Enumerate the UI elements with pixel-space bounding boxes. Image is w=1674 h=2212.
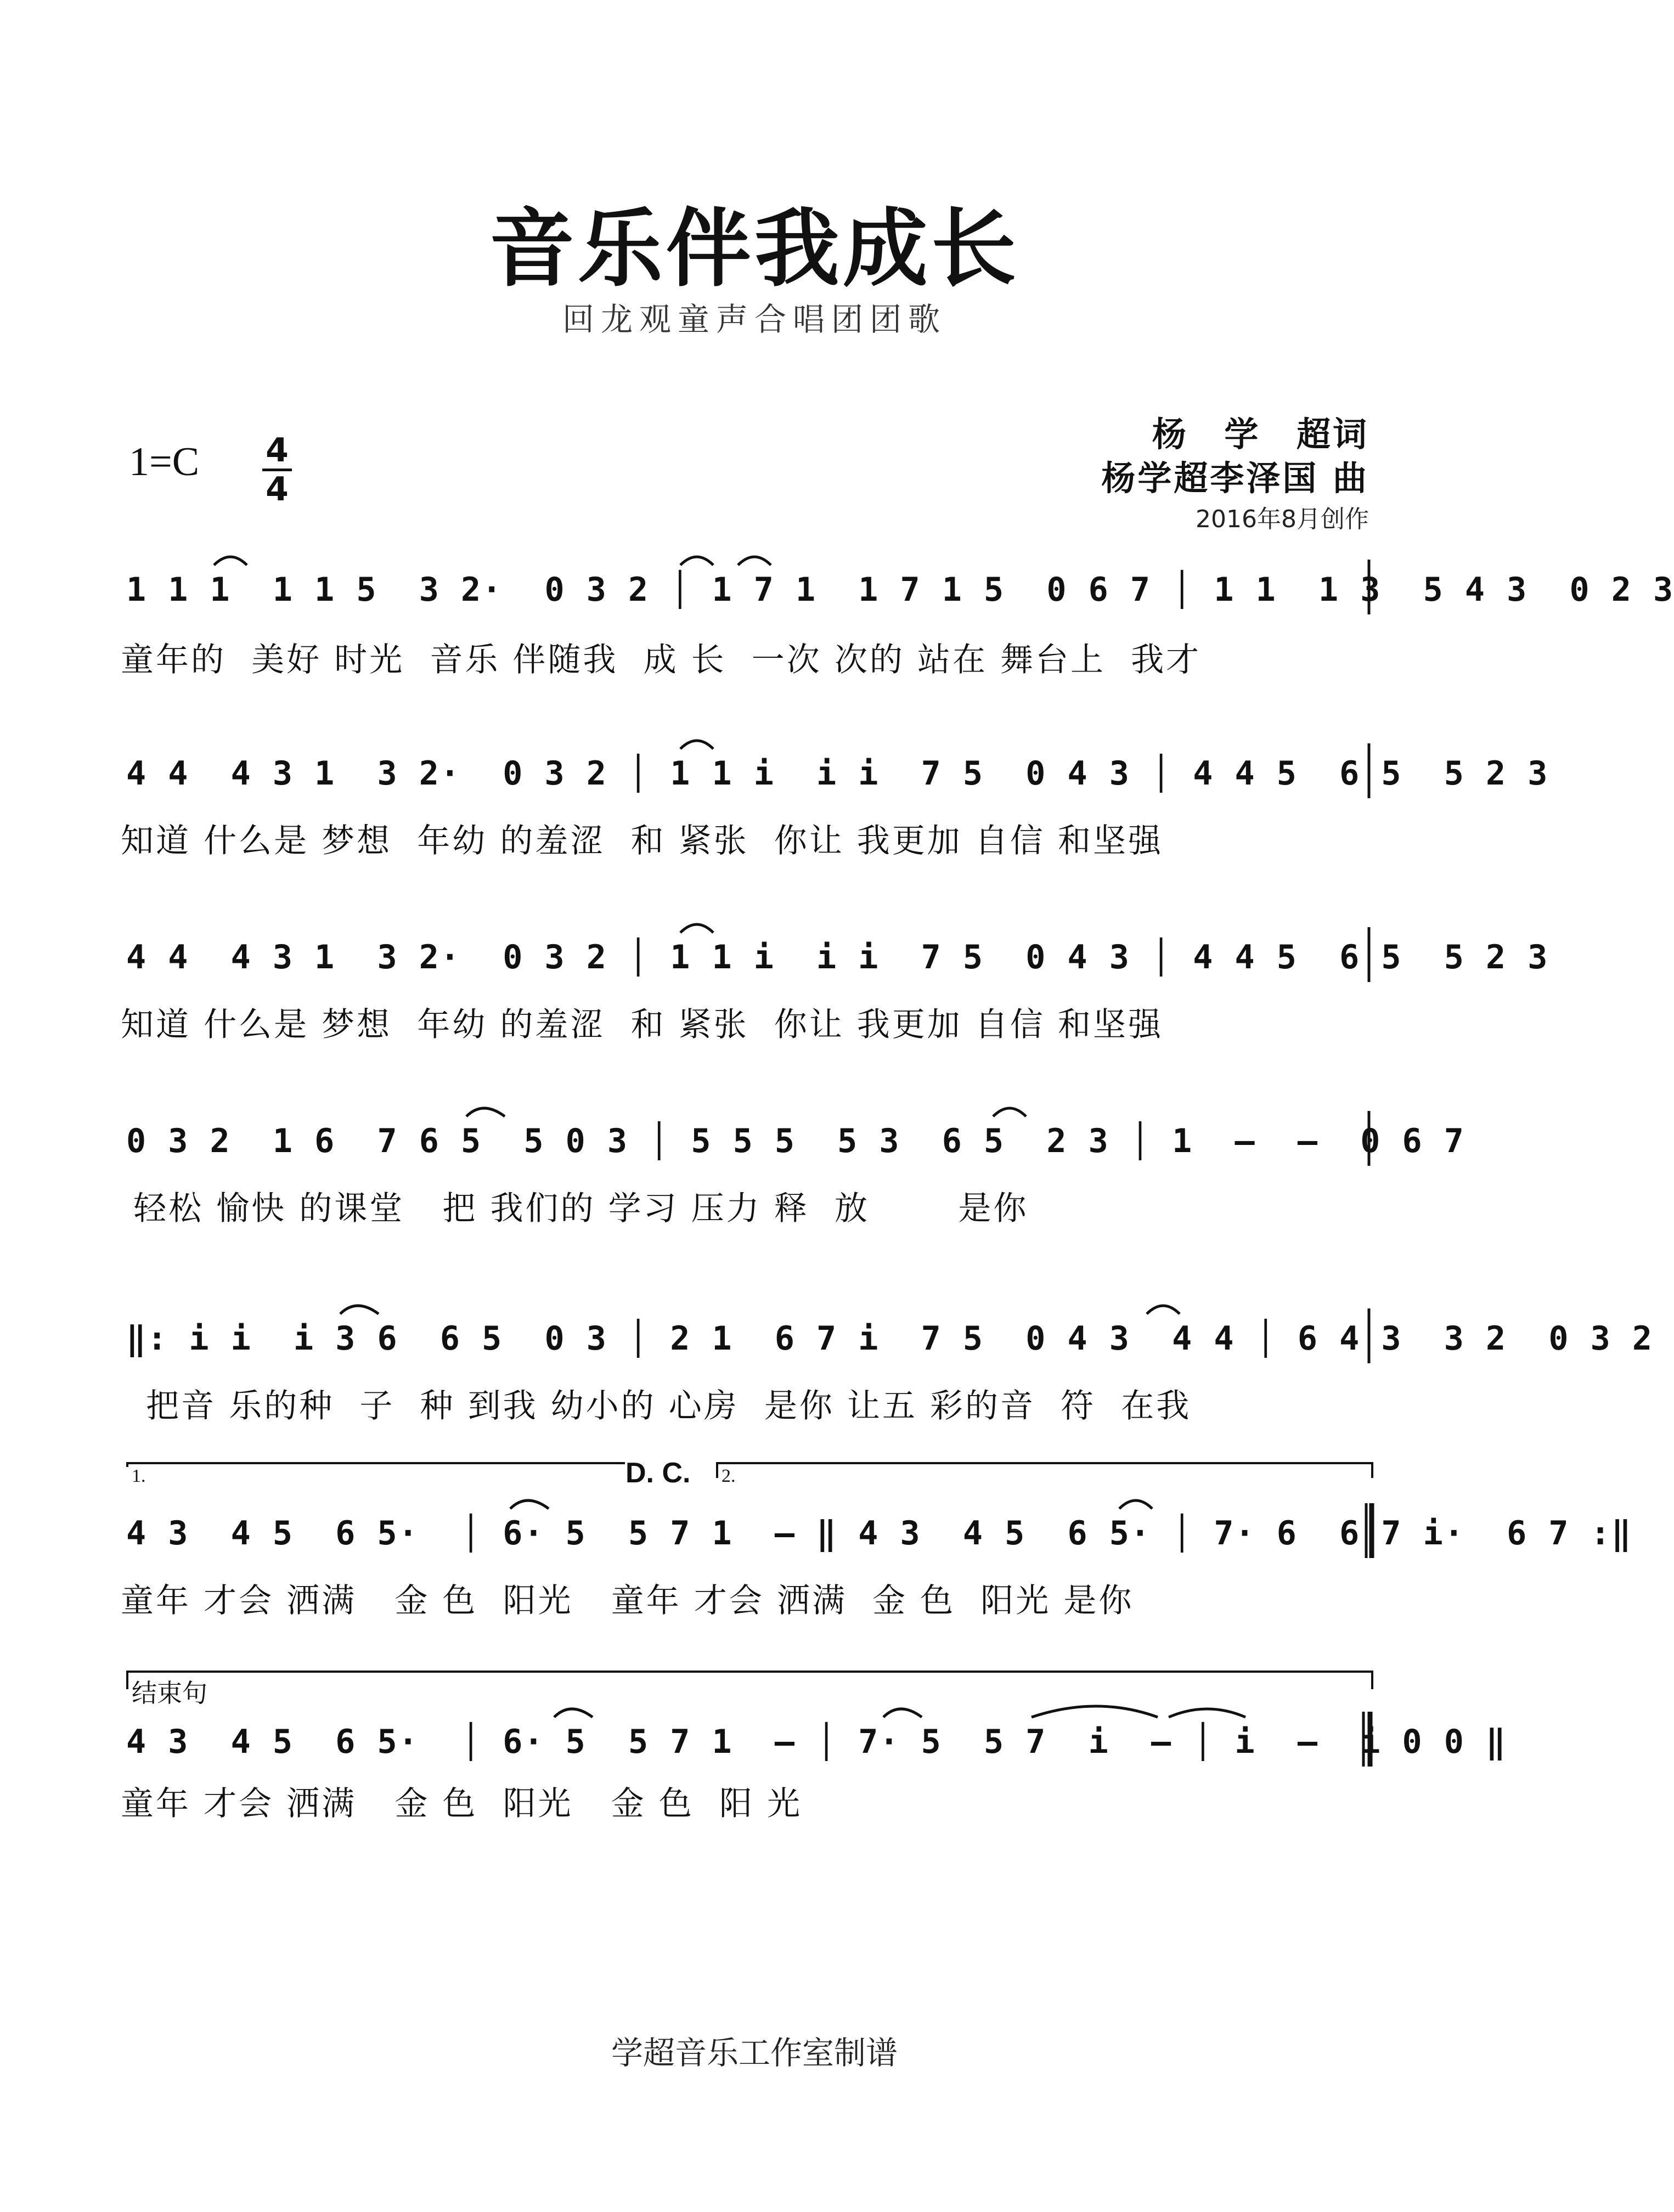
footer-credit: 学超音乐工作室制谱 — [611, 2034, 898, 2072]
notation-row: 4 3 4 5 6 5· │ 6· 5 5 7 1 – │ 7· 5 5 7 i – │ i – i 0 0 ‖ — [126, 1723, 1507, 1761]
slur — [1147, 1306, 1180, 1314]
composer-credit: 杨学超李泽国 曲 — [1101, 458, 1369, 498]
lyric-row: 童年 才会 洒满 金 色 阳光 童年 才会 洒满 金 色 阳光 是你 — [121, 1582, 1134, 1620]
key-signature: 1=C — [129, 439, 200, 484]
lyric-row: 轻松 愉快 的课堂 把 我们的 学习 压力 释 放 是你 — [121, 1189, 1029, 1228]
da-capo-mark: D. C. — [625, 1457, 691, 1489]
slur — [883, 1709, 922, 1717]
lyricist-credit: 杨 学 超词 — [1152, 414, 1369, 454]
lyric-row: 童年的 美好 时光 音乐 伴随我 成 长 一次 次的 站在 舞台上 我才 — [121, 641, 1202, 679]
notation-row: 1 1 1 1 1 5 3 2· 0 3 2 │ 1 7 1 1 7 1 5 0 6 7 │ 1 1 1 3 5 4 3 0 2 3 — [126, 571, 1674, 609]
lyric-row: 知道 什么是 梦想 年幼 的羞涩 和 紧张 你让 我更加 自信 和坚强 — [121, 822, 1163, 860]
notation-row: 4 3 4 5 6 5· │ 6· 5 5 7 1 – ‖ 4 3 4 5 6 5· │ 7· 6 6 7 i· 6 7 :‖ — [126, 1514, 1632, 1553]
slur — [1032, 1706, 1158, 1717]
slur — [738, 557, 771, 565]
slur — [1169, 1709, 1245, 1717]
slur — [680, 924, 713, 933]
slur — [1119, 1500, 1152, 1509]
slur — [993, 1108, 1026, 1116]
slur — [680, 741, 713, 749]
slur — [554, 1709, 593, 1717]
lyric-row: 童年 才会 洒满 金 色 阳光 金 色 阳 光 — [121, 1785, 803, 1823]
slur — [680, 557, 713, 565]
coda-label: 结束句 — [132, 1678, 207, 1708]
song-subtitle: 回龙观童声合唱团团歌 — [562, 301, 946, 338]
slur — [466, 1108, 505, 1116]
composition-date: 2016年8月创作 — [1196, 505, 1369, 533]
slur — [340, 1306, 379, 1314]
notation-row: 4 4 4 3 1 3 2· 0 3 2 │ 1 1 i i i 7 5 0 4 3 │ 4 4 5 6 5 5 2 3 — [126, 938, 1549, 977]
first-ending-label: 1. — [132, 1466, 146, 1486]
time-top: 4 — [266, 431, 289, 470]
notation-row: 4 4 4 3 1 3 2· 0 3 2 │ 1 1 i i i 7 5 0 4 3 │ 4 4 5 6 5 5 2 3 — [126, 754, 1549, 793]
notation-row: 0 3 2 1 6 7 6 5 5 0 3 │ 5 5 5 5 3 6 5 2 3 │ 1 – – 0 6 7 — [126, 1122, 1465, 1160]
second-ending-label: 2. — [722, 1466, 736, 1486]
lyric-row: 把音 乐的种 子 种 到我 幼小的 心房 是你 让五 彩的音 符 在我 — [121, 1387, 1192, 1425]
lyric-row: 知道 什么是 梦想 年幼 的羞涩 和 紧张 你让 我更加 自信 和坚强 — [121, 1006, 1163, 1044]
song-title: 音乐伴我成长 — [489, 199, 1019, 298]
slur — [510, 1500, 549, 1509]
time-bottom: 4 — [266, 470, 289, 509]
slur — [214, 557, 247, 565]
notation-row: ‖: i i i 3 6 6 5 0 3 │ 2 1 6 7 i 7 5 0 4 3 4 4 │ 6 4 3 3 2 0 3 2 — [126, 1319, 1653, 1358]
